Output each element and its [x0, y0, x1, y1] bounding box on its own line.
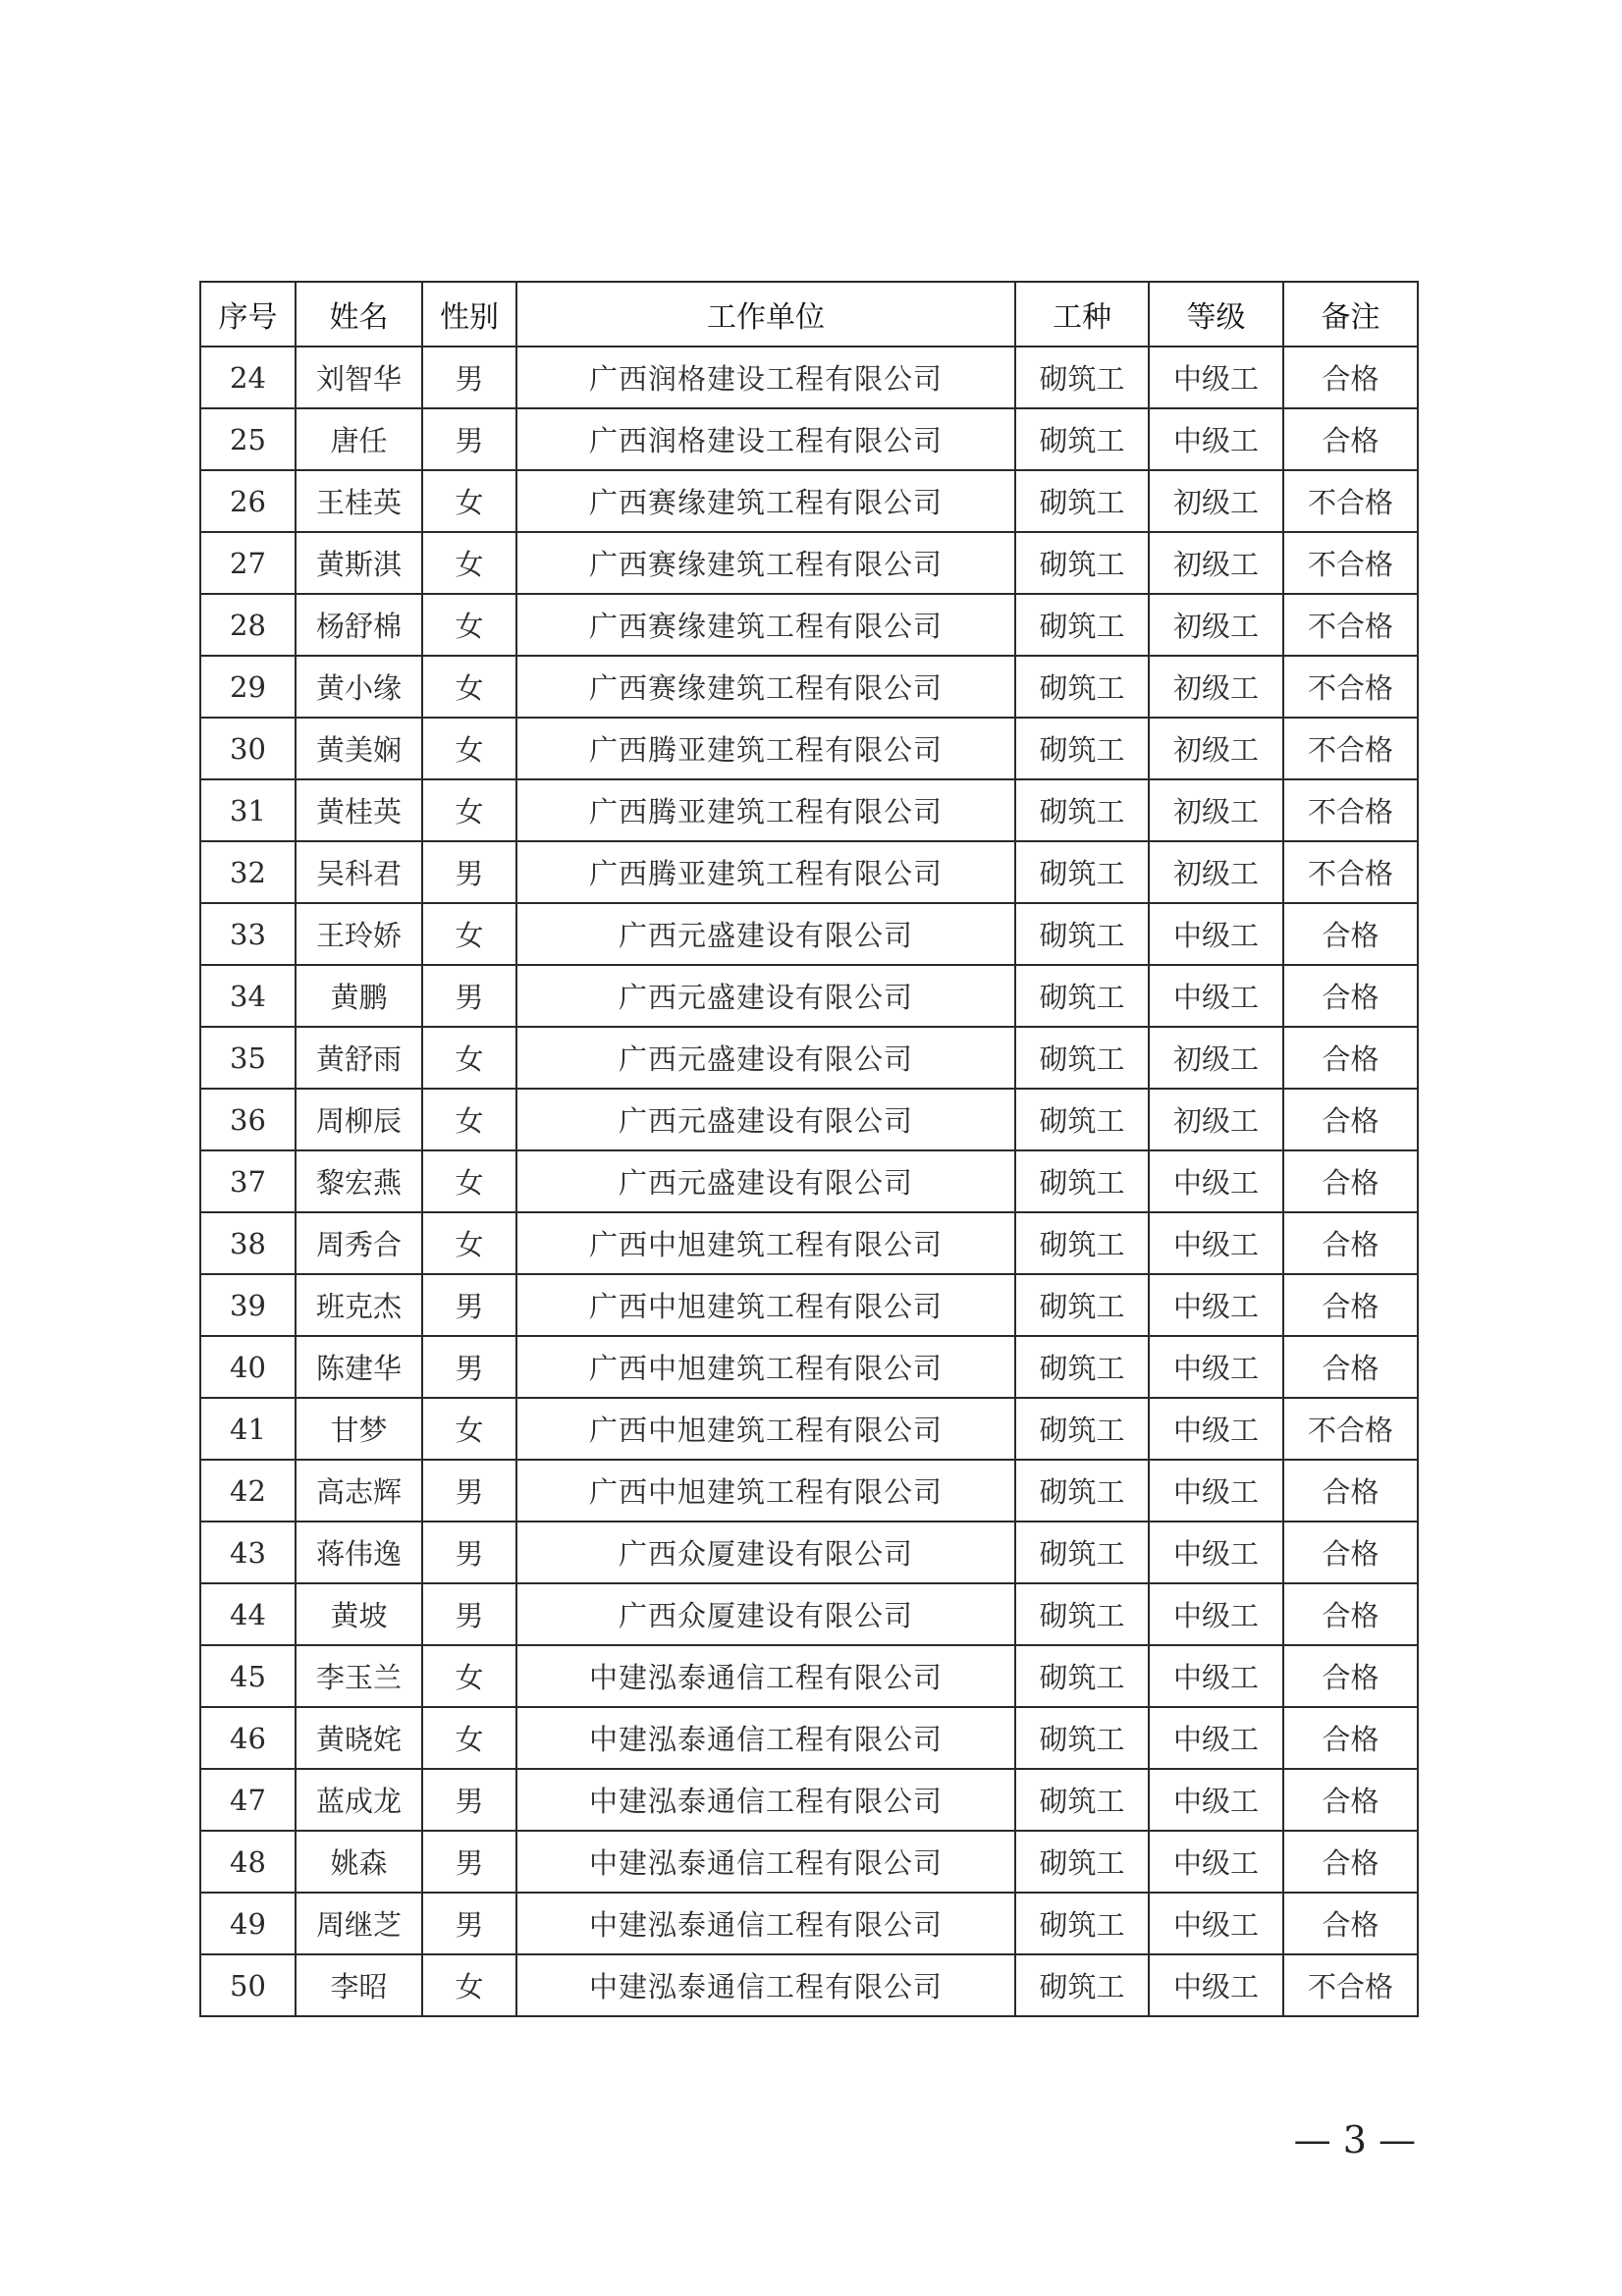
serial-number-cell: 45: [200, 1645, 296, 1707]
name-cell: 黄美娴: [296, 718, 422, 779]
gender-cell: 男: [422, 1336, 516, 1398]
work-unit-cell: 中建泓泰通信工程有限公司: [516, 1893, 1015, 1954]
table-row: [200, 903, 1418, 965]
gender-cell: 男: [422, 965, 516, 1027]
header-trade: 工种: [1015, 282, 1149, 347]
remark-cell: 合格: [1283, 965, 1418, 1027]
table-row: [200, 1831, 1418, 1893]
table-row: [200, 656, 1418, 718]
gender-cell: 女: [422, 779, 516, 841]
name-cell: 黄舒雨: [296, 1027, 422, 1089]
serial-number-cell: 35: [200, 1027, 296, 1089]
serial-number-cell: 49: [200, 1893, 296, 1954]
level-cell: 中级工: [1149, 408, 1283, 470]
table-row: [200, 841, 1418, 903]
remark-cell: 合格: [1283, 1831, 1418, 1893]
work-unit-cell: 广西赛缘建筑工程有限公司: [516, 532, 1015, 594]
name-cell: 甘梦: [296, 1398, 422, 1460]
name-cell: 黄斯淇: [296, 532, 422, 594]
table-row: [200, 1583, 1418, 1645]
trade-cell: 砌筑工: [1015, 1027, 1149, 1089]
serial-number-cell: 25: [200, 408, 296, 470]
remark-cell: 合格: [1283, 1150, 1418, 1212]
remark-cell: 合格: [1283, 347, 1418, 408]
gender-cell: 女: [422, 594, 516, 656]
trade-cell: 砌筑工: [1015, 779, 1149, 841]
name-cell: 周秀合: [296, 1212, 422, 1274]
work-unit-cell: 广西元盛建设有限公司: [516, 1027, 1015, 1089]
level-cell: 中级工: [1149, 1274, 1283, 1336]
serial-number-cell: 39: [200, 1274, 296, 1336]
remark-cell: 合格: [1283, 903, 1418, 965]
header-serial-number: 序号: [200, 282, 296, 347]
level-cell: 中级工: [1149, 1398, 1283, 1460]
gender-cell: 男: [422, 1522, 516, 1583]
gender-cell: 女: [422, 718, 516, 779]
level-cell: 中级工: [1149, 1769, 1283, 1831]
work-unit-cell: 广西中旭建筑工程有限公司: [516, 1336, 1015, 1398]
gender-cell: 女: [422, 1212, 516, 1274]
level-cell: 初级工: [1149, 1027, 1283, 1089]
trade-cell: 砌筑工: [1015, 1522, 1149, 1583]
trade-cell: 砌筑工: [1015, 1274, 1149, 1336]
remark-cell: 合格: [1283, 1583, 1418, 1645]
serial-number-cell: 42: [200, 1460, 296, 1522]
table-row: [200, 1027, 1418, 1089]
serial-number-cell: 47: [200, 1769, 296, 1831]
table-row: [200, 408, 1418, 470]
table-row: [200, 965, 1418, 1027]
trade-cell: 砌筑工: [1015, 1831, 1149, 1893]
level-cell: 初级工: [1149, 594, 1283, 656]
table-row: [200, 1089, 1418, 1150]
level-cell: 中级工: [1149, 1336, 1283, 1398]
gender-cell: 女: [422, 1150, 516, 1212]
serial-number-cell: 30: [200, 718, 296, 779]
level-cell: 中级工: [1149, 903, 1283, 965]
remark-cell: 不合格: [1283, 656, 1418, 718]
trade-cell: 砌筑工: [1015, 841, 1149, 903]
trade-cell: 砌筑工: [1015, 594, 1149, 656]
trade-cell: 砌筑工: [1015, 1150, 1149, 1212]
trade-cell: 砌筑工: [1015, 656, 1149, 718]
name-cell: 黄坡: [296, 1583, 422, 1645]
serial-number-cell: 40: [200, 1336, 296, 1398]
name-cell: 蓝成龙: [296, 1769, 422, 1831]
trade-cell: 砌筑工: [1015, 965, 1149, 1027]
table-row: [200, 1274, 1418, 1336]
table-row: [200, 1460, 1418, 1522]
work-unit-cell: 广西元盛建设有限公司: [516, 965, 1015, 1027]
name-cell: 王玲娇: [296, 903, 422, 965]
serial-number-cell: 29: [200, 656, 296, 718]
trade-cell: 砌筑工: [1015, 1893, 1149, 1954]
serial-number-cell: 33: [200, 903, 296, 965]
serial-number-cell: 26: [200, 470, 296, 532]
table-body: [200, 347, 1418, 2016]
serial-number-cell: 37: [200, 1150, 296, 1212]
level-cell: 中级工: [1149, 347, 1283, 408]
name-cell: 李玉兰: [296, 1645, 422, 1707]
remark-cell: 合格: [1283, 1460, 1418, 1522]
gender-cell: 男: [422, 1460, 516, 1522]
name-cell: 班克杰: [296, 1274, 422, 1336]
table-row: [200, 718, 1418, 779]
work-unit-cell: 广西元盛建设有限公司: [516, 1150, 1015, 1212]
work-unit-cell: 广西赛缘建筑工程有限公司: [516, 594, 1015, 656]
name-cell: 黄鹏: [296, 965, 422, 1027]
table-row: [200, 1212, 1418, 1274]
name-cell: 周继芝: [296, 1893, 422, 1954]
level-cell: 中级工: [1149, 1954, 1283, 2016]
trade-cell: 砌筑工: [1015, 1645, 1149, 1707]
remark-cell: 不合格: [1283, 532, 1418, 594]
remark-cell: 合格: [1283, 1212, 1418, 1274]
level-cell: 中级工: [1149, 1212, 1283, 1274]
remark-cell: 合格: [1283, 1336, 1418, 1398]
trade-cell: 砌筑工: [1015, 718, 1149, 779]
gender-cell: 男: [422, 1893, 516, 1954]
table-row: [200, 1893, 1418, 1954]
serial-number-cell: 50: [200, 1954, 296, 2016]
serial-number-cell: 32: [200, 841, 296, 903]
level-cell: 初级工: [1149, 1089, 1283, 1150]
table-row: [200, 1150, 1418, 1212]
header-work-unit: 工作单位: [516, 282, 1015, 347]
name-cell: 李昭: [296, 1954, 422, 2016]
table-row: [200, 1769, 1418, 1831]
level-cell: 初级工: [1149, 779, 1283, 841]
remark-cell: 合格: [1283, 1707, 1418, 1769]
gender-cell: 男: [422, 1831, 516, 1893]
work-unit-cell: 广西腾亚建筑工程有限公司: [516, 718, 1015, 779]
name-cell: 高志辉: [296, 1460, 422, 1522]
gender-cell: 女: [422, 903, 516, 965]
header-remark: 备注: [1283, 282, 1418, 347]
trade-cell: 砌筑工: [1015, 408, 1149, 470]
gender-cell: 女: [422, 1089, 516, 1150]
remark-cell: 合格: [1283, 1645, 1418, 1707]
table-row: [200, 532, 1418, 594]
remark-cell: 不合格: [1283, 1954, 1418, 2016]
gender-cell: 男: [422, 408, 516, 470]
trade-cell: 砌筑工: [1015, 1089, 1149, 1150]
work-unit-cell: 广西元盛建设有限公司: [516, 903, 1015, 965]
work-unit-cell: 广西赛缘建筑工程有限公司: [516, 656, 1015, 718]
name-cell: 姚森: [296, 1831, 422, 1893]
serial-number-cell: 44: [200, 1583, 296, 1645]
serial-number-cell: 46: [200, 1707, 296, 1769]
serial-number-cell: 36: [200, 1089, 296, 1150]
work-unit-cell: 广西中旭建筑工程有限公司: [516, 1212, 1015, 1274]
remark-cell: 不合格: [1283, 1398, 1418, 1460]
name-cell: 黄桂英: [296, 779, 422, 841]
gender-cell: 男: [422, 347, 516, 408]
trade-cell: 砌筑工: [1015, 532, 1149, 594]
remark-cell: 合格: [1283, 1027, 1418, 1089]
level-cell: 初级工: [1149, 841, 1283, 903]
serial-number-cell: 48: [200, 1831, 296, 1893]
trade-cell: 砌筑工: [1015, 1212, 1149, 1274]
table-row: [200, 470, 1418, 532]
remark-cell: 合格: [1283, 1522, 1418, 1583]
name-cell: 王桂英: [296, 470, 422, 532]
roster-table: [199, 281, 1419, 2017]
remark-cell: 合格: [1283, 1274, 1418, 1336]
page-number: — 3 —: [1293, 2118, 1416, 2162]
work-unit-cell: 广西腾亚建筑工程有限公司: [516, 779, 1015, 841]
serial-number-cell: 43: [200, 1522, 296, 1583]
trade-cell: 砌筑工: [1015, 1398, 1149, 1460]
gender-cell: 男: [422, 1769, 516, 1831]
trade-cell: 砌筑工: [1015, 903, 1149, 965]
name-cell: 陈建华: [296, 1336, 422, 1398]
gender-cell: 女: [422, 1027, 516, 1089]
table-row: [200, 347, 1418, 408]
gender-cell: 女: [422, 1707, 516, 1769]
work-unit-cell: 中建泓泰通信工程有限公司: [516, 1769, 1015, 1831]
gender-cell: 女: [422, 470, 516, 532]
gender-cell: 女: [422, 532, 516, 594]
serial-number-cell: 24: [200, 347, 296, 408]
remark-cell: 合格: [1283, 1089, 1418, 1150]
work-unit-cell: 中建泓泰通信工程有限公司: [516, 1954, 1015, 2016]
header-name: 姓名: [296, 282, 422, 347]
remark-cell: 不合格: [1283, 470, 1418, 532]
serial-number-cell: 28: [200, 594, 296, 656]
work-unit-cell: 广西众厦建设有限公司: [516, 1583, 1015, 1645]
work-unit-cell: 广西中旭建筑工程有限公司: [516, 1460, 1015, 1522]
table-row: [200, 1707, 1418, 1769]
level-cell: 初级工: [1149, 470, 1283, 532]
table-header-row: [200, 282, 1418, 347]
remark-cell: 不合格: [1283, 779, 1418, 841]
level-cell: 初级工: [1149, 532, 1283, 594]
level-cell: 中级工: [1149, 965, 1283, 1027]
level-cell: 初级工: [1149, 656, 1283, 718]
name-cell: 刘智华: [296, 347, 422, 408]
gender-cell: 男: [422, 1583, 516, 1645]
name-cell: 杨舒棉: [296, 594, 422, 656]
trade-cell: 砌筑工: [1015, 1954, 1149, 2016]
gender-cell: 女: [422, 1645, 516, 1707]
serial-number-cell: 27: [200, 532, 296, 594]
level-cell: 中级工: [1149, 1583, 1283, 1645]
work-unit-cell: 广西众厦建设有限公司: [516, 1522, 1015, 1583]
trade-cell: 砌筑工: [1015, 1336, 1149, 1398]
level-cell: 初级工: [1149, 718, 1283, 779]
table-row: [200, 1336, 1418, 1398]
level-cell: 中级工: [1149, 1460, 1283, 1522]
serial-number-cell: 34: [200, 965, 296, 1027]
work-unit-cell: 广西中旭建筑工程有限公司: [516, 1274, 1015, 1336]
work-unit-cell: 广西赛缘建筑工程有限公司: [516, 470, 1015, 532]
serial-number-cell: 38: [200, 1212, 296, 1274]
work-unit-cell: 广西腾亚建筑工程有限公司: [516, 841, 1015, 903]
name-cell: 黄晓姹: [296, 1707, 422, 1769]
level-cell: 中级工: [1149, 1893, 1283, 1954]
name-cell: 黎宏燕: [296, 1150, 422, 1212]
trade-cell: 砌筑工: [1015, 1707, 1149, 1769]
level-cell: 中级工: [1149, 1522, 1283, 1583]
level-cell: 中级工: [1149, 1645, 1283, 1707]
gender-cell: 男: [422, 1274, 516, 1336]
gender-cell: 女: [422, 656, 516, 718]
work-unit-cell: 广西润格建设工程有限公司: [516, 408, 1015, 470]
name-cell: 周柳辰: [296, 1089, 422, 1150]
header-level: 等级: [1149, 282, 1283, 347]
gender-cell: 女: [422, 1954, 516, 2016]
table-row: [200, 779, 1418, 841]
work-unit-cell: 中建泓泰通信工程有限公司: [516, 1645, 1015, 1707]
trade-cell: 砌筑工: [1015, 1769, 1149, 1831]
trade-cell: 砌筑工: [1015, 347, 1149, 408]
trade-cell: 砌筑工: [1015, 1460, 1149, 1522]
table-row: [200, 594, 1418, 656]
gender-cell: 女: [422, 1398, 516, 1460]
remark-cell: 合格: [1283, 408, 1418, 470]
remark-cell: 合格: [1283, 1893, 1418, 1954]
work-unit-cell: 广西中旭建筑工程有限公司: [516, 1398, 1015, 1460]
work-unit-cell: 中建泓泰通信工程有限公司: [516, 1707, 1015, 1769]
level-cell: 中级工: [1149, 1831, 1283, 1893]
remark-cell: 不合格: [1283, 718, 1418, 779]
work-unit-cell: 广西元盛建设有限公司: [516, 1089, 1015, 1150]
table-row: [200, 1954, 1418, 2016]
table-row: [200, 1522, 1418, 1583]
remark-cell: 不合格: [1283, 841, 1418, 903]
level-cell: 中级工: [1149, 1707, 1283, 1769]
table-row: [200, 1398, 1418, 1460]
table-row: [200, 1645, 1418, 1707]
name-cell: 吴科君: [296, 841, 422, 903]
gender-cell: 男: [422, 841, 516, 903]
serial-number-cell: 31: [200, 779, 296, 841]
serial-number-cell: 41: [200, 1398, 296, 1460]
name-cell: 唐任: [296, 408, 422, 470]
remark-cell: 不合格: [1283, 594, 1418, 656]
work-unit-cell: 中建泓泰通信工程有限公司: [516, 1831, 1015, 1893]
name-cell: 蒋伟逸: [296, 1522, 422, 1583]
trade-cell: 砌筑工: [1015, 1583, 1149, 1645]
header-gender: 性别: [422, 282, 516, 347]
remark-cell: 合格: [1283, 1769, 1418, 1831]
name-cell: 黄小缘: [296, 656, 422, 718]
level-cell: 中级工: [1149, 1150, 1283, 1212]
trade-cell: 砌筑工: [1015, 470, 1149, 532]
work-unit-cell: 广西润格建设工程有限公司: [516, 347, 1015, 408]
